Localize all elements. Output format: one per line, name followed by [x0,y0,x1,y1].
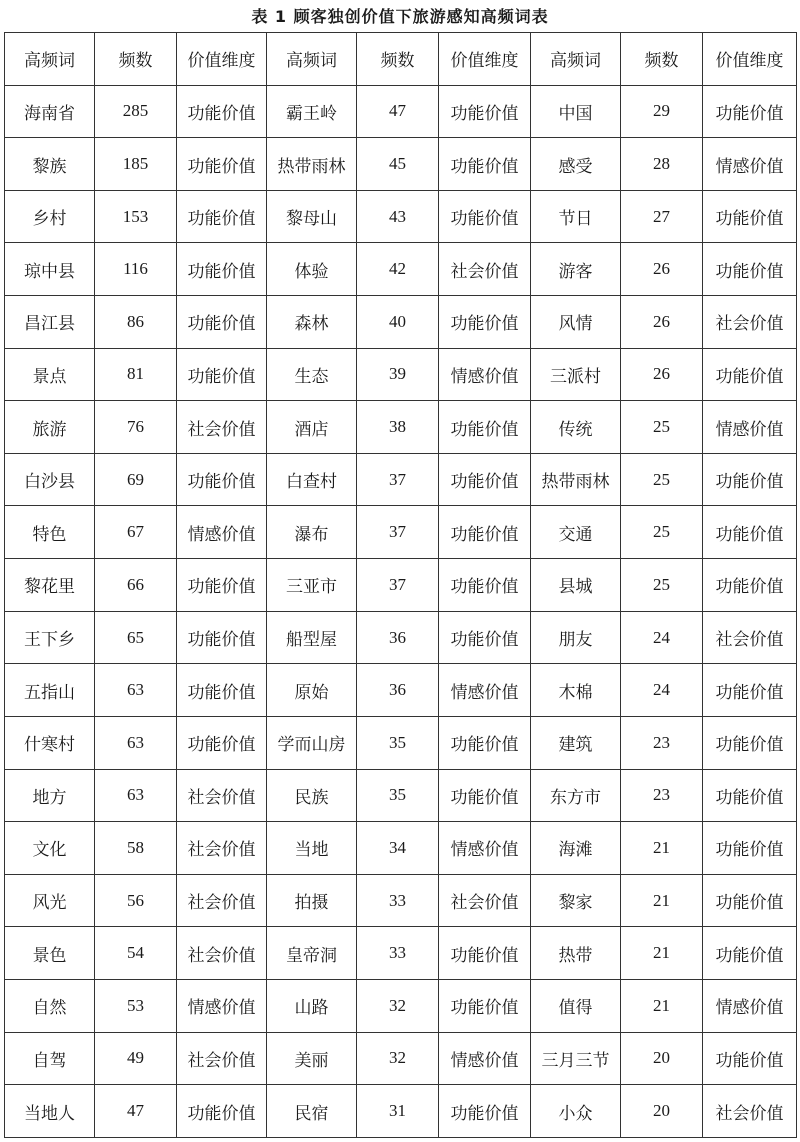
dimension-cell: 情感价值 [177,506,267,559]
dimension-cell: 功能价值 [703,190,797,243]
word-cell: 东方市 [531,769,621,822]
dimension-cell: 功能价值 [177,559,267,612]
table-row [5,1085,797,1138]
dimension-cell: 功能价值 [177,453,267,506]
table-row [5,190,797,243]
dimension-cell: 功能价值 [439,85,531,138]
frequency-cell: 81 [95,348,177,401]
frequency-cell: 116 [95,243,177,296]
word-cell: 传统 [531,401,621,454]
frequency-cell: 25 [621,506,703,559]
high-frequency-word-table [4,32,797,1138]
dimension-cell: 情感价值 [439,664,531,717]
dimension-cell: 社会价值 [439,243,531,296]
table-row [5,874,797,927]
dimension-cell: 社会价值 [177,927,267,980]
frequency-cell: 32 [357,979,439,1032]
frequency-cell: 47 [95,1085,177,1138]
frequency-cell: 63 [95,664,177,717]
word-cell: 县城 [531,559,621,612]
word-cell: 小众 [531,1085,621,1138]
frequency-cell: 37 [357,559,439,612]
dimension-cell: 情感价值 [177,979,267,1032]
word-cell: 景色 [5,927,95,980]
header-cell: 高频词 [531,33,621,86]
frequency-cell: 285 [95,85,177,138]
dimension-cell: 功能价值 [439,506,531,559]
word-cell: 皇帝洞 [267,927,357,980]
word-cell: 黎花里 [5,559,95,612]
table-row [5,559,797,612]
frequency-cell: 49 [95,1032,177,1085]
dimension-cell: 功能价值 [177,716,267,769]
dimension-cell: 社会价值 [177,769,267,822]
word-cell: 乡村 [5,190,95,243]
frequency-cell: 36 [357,611,439,664]
word-cell: 海南省 [5,85,95,138]
header-cell: 频数 [95,33,177,86]
header-cell: 价值维度 [439,33,531,86]
dimension-cell: 功能价值 [177,138,267,191]
word-cell: 风情 [531,296,621,349]
dimension-cell: 功能价值 [703,769,797,822]
dimension-cell: 社会价值 [177,1032,267,1085]
dimension-cell: 功能价值 [703,453,797,506]
word-cell: 建筑 [531,716,621,769]
dimension-cell: 社会价值 [177,874,267,927]
dimension-cell: 功能价值 [703,716,797,769]
table-row [5,506,797,559]
header-cell: 频数 [621,33,703,86]
frequency-cell: 185 [95,138,177,191]
frequency-cell: 29 [621,85,703,138]
frequency-cell: 31 [357,1085,439,1138]
header-cell: 价值维度 [703,33,797,86]
table-row [5,401,797,454]
dimension-cell: 功能价值 [177,611,267,664]
dimension-cell: 情感价值 [439,822,531,875]
dimension-cell: 功能价值 [439,1085,531,1138]
word-cell: 文化 [5,822,95,875]
frequency-cell: 45 [357,138,439,191]
word-cell: 民族 [267,769,357,822]
table-row [5,664,797,717]
dimension-cell: 功能价值 [439,401,531,454]
word-cell: 什寒村 [5,716,95,769]
dimension-cell: 情感价值 [703,979,797,1032]
word-cell: 船型屋 [267,611,357,664]
word-cell: 三月三节 [531,1032,621,1085]
word-cell: 朋友 [531,611,621,664]
word-cell: 白沙县 [5,453,95,506]
dimension-cell: 情感价值 [439,348,531,401]
frequency-cell: 24 [621,611,703,664]
table-row [5,296,797,349]
frequency-cell: 38 [357,401,439,454]
word-cell: 景点 [5,348,95,401]
word-cell: 海滩 [531,822,621,875]
word-cell: 感受 [531,138,621,191]
dimension-cell: 功能价值 [439,979,531,1032]
table-row [5,453,797,506]
frequency-cell: 58 [95,822,177,875]
table-row [5,822,797,875]
table-row [5,927,797,980]
word-cell: 特色 [5,506,95,559]
frequency-cell: 21 [621,927,703,980]
word-cell: 酒店 [267,401,357,454]
word-cell: 山路 [267,979,357,1032]
header-cell: 频数 [357,33,439,86]
word-cell: 三亚市 [267,559,357,612]
word-cell: 风光 [5,874,95,927]
word-cell: 木棉 [531,664,621,717]
dimension-cell: 功能价值 [177,85,267,138]
dimension-cell: 功能价值 [703,927,797,980]
table-caption: 表 1 顾客独创价值下旅游感知高频词表 [251,7,549,26]
dimension-cell: 社会价值 [177,822,267,875]
word-cell: 交通 [531,506,621,559]
frequency-cell: 36 [357,664,439,717]
word-cell: 昌江县 [5,296,95,349]
table-row [5,348,797,401]
frequency-cell: 34 [357,822,439,875]
frequency-cell: 33 [357,874,439,927]
frequency-cell: 37 [357,453,439,506]
frequency-cell: 21 [621,979,703,1032]
frequency-cell: 63 [95,716,177,769]
frequency-cell: 76 [95,401,177,454]
dimension-cell: 功能价值 [703,874,797,927]
dimension-cell: 功能价值 [439,716,531,769]
word-cell: 热带 [531,927,621,980]
dimension-cell: 功能价值 [439,927,531,980]
frequency-cell: 42 [357,243,439,296]
word-cell: 热带雨林 [267,138,357,191]
frequency-cell: 54 [95,927,177,980]
dimension-cell: 功能价值 [177,190,267,243]
header-cell: 高频词 [267,33,357,86]
frequency-cell: 35 [357,769,439,822]
dimension-cell: 功能价值 [439,296,531,349]
frequency-cell: 63 [95,769,177,822]
frequency-cell: 86 [95,296,177,349]
dimension-cell: 功能价值 [703,348,797,401]
frequency-cell: 40 [357,296,439,349]
frequency-cell: 21 [621,822,703,875]
dimension-cell: 情感价值 [703,401,797,454]
word-cell: 值得 [531,979,621,1032]
header-cell: 价值维度 [177,33,267,86]
word-cell: 五指山 [5,664,95,717]
dimension-cell: 功能价值 [439,453,531,506]
word-cell: 黎族 [5,138,95,191]
frequency-cell: 25 [621,401,703,454]
frequency-cell: 26 [621,243,703,296]
dimension-cell: 社会价值 [439,874,531,927]
frequency-cell: 43 [357,190,439,243]
header-cell: 高频词 [5,33,95,86]
dimension-cell: 功能价值 [439,138,531,191]
frequency-cell: 66 [95,559,177,612]
frequency-cell: 35 [357,716,439,769]
word-cell: 王下乡 [5,611,95,664]
frequency-cell: 21 [621,874,703,927]
word-cell: 地方 [5,769,95,822]
dimension-cell: 功能价值 [703,822,797,875]
dimension-cell: 功能价值 [703,85,797,138]
frequency-cell: 53 [95,979,177,1032]
word-cell: 旅游 [5,401,95,454]
word-cell: 自驾 [5,1032,95,1085]
frequency-cell: 153 [95,190,177,243]
word-cell: 琼中县 [5,243,95,296]
frequency-cell: 25 [621,559,703,612]
dimension-cell: 功能价值 [177,348,267,401]
word-cell: 节日 [531,190,621,243]
frequency-cell: 32 [357,1032,439,1085]
dimension-cell: 功能价值 [439,611,531,664]
table-row [5,979,797,1032]
table-row [5,138,797,191]
frequency-cell: 39 [357,348,439,401]
dimension-cell: 社会价值 [703,296,797,349]
word-cell: 拍摄 [267,874,357,927]
frequency-cell: 27 [621,190,703,243]
dimension-cell: 情感价值 [439,1032,531,1085]
frequency-cell: 28 [621,138,703,191]
dimension-cell: 功能价值 [703,664,797,717]
word-cell: 自然 [5,979,95,1032]
word-cell: 美丽 [267,1032,357,1085]
word-cell: 白查村 [267,453,357,506]
table-row [5,1032,797,1085]
dimension-cell: 功能价值 [439,769,531,822]
word-cell: 中国 [531,85,621,138]
word-cell: 霸王岭 [267,85,357,138]
word-cell: 森林 [267,296,357,349]
word-cell: 瀑布 [267,506,357,559]
frequency-cell: 25 [621,453,703,506]
frequency-cell: 47 [357,85,439,138]
dimension-cell: 功能价值 [177,296,267,349]
table-row [5,769,797,822]
table-row [5,85,797,138]
frequency-cell: 20 [621,1085,703,1138]
word-cell: 原始 [267,664,357,717]
frequency-cell: 26 [621,348,703,401]
word-cell: 黎母山 [267,190,357,243]
table-row [5,243,797,296]
frequency-cell: 26 [621,296,703,349]
frequency-cell: 67 [95,506,177,559]
dimension-cell: 功能价值 [703,506,797,559]
dimension-cell: 功能价值 [177,243,267,296]
dimension-cell: 功能价值 [439,190,531,243]
frequency-cell: 24 [621,664,703,717]
dimension-cell: 功能价值 [439,559,531,612]
frequency-cell: 33 [357,927,439,980]
dimension-cell: 功能价值 [177,1085,267,1138]
word-cell: 热带雨林 [531,453,621,506]
frequency-cell: 23 [621,769,703,822]
word-cell: 体验 [267,243,357,296]
dimension-cell: 社会价值 [703,611,797,664]
word-cell: 当地 [267,822,357,875]
frequency-cell: 69 [95,453,177,506]
dimension-cell: 功能价值 [703,243,797,296]
frequency-cell: 20 [621,1032,703,1085]
dimension-cell: 功能价值 [703,559,797,612]
word-cell: 生态 [267,348,357,401]
dimension-cell: 社会价值 [703,1085,797,1138]
word-cell: 民宿 [267,1085,357,1138]
word-cell: 三派村 [531,348,621,401]
dimension-cell: 功能价值 [703,1032,797,1085]
dimension-cell: 社会价值 [177,401,267,454]
dimension-cell: 情感价值 [703,138,797,191]
frequency-cell: 37 [357,506,439,559]
word-cell: 黎家 [531,874,621,927]
dimension-cell: 功能价值 [177,664,267,717]
frequency-cell: 23 [621,716,703,769]
table-row [5,716,797,769]
frequency-cell: 56 [95,874,177,927]
word-cell: 游客 [531,243,621,296]
frequency-cell: 65 [95,611,177,664]
word-cell: 学而山房 [267,716,357,769]
header-row [5,33,797,86]
table-row [5,611,797,664]
word-cell: 当地人 [5,1085,95,1138]
